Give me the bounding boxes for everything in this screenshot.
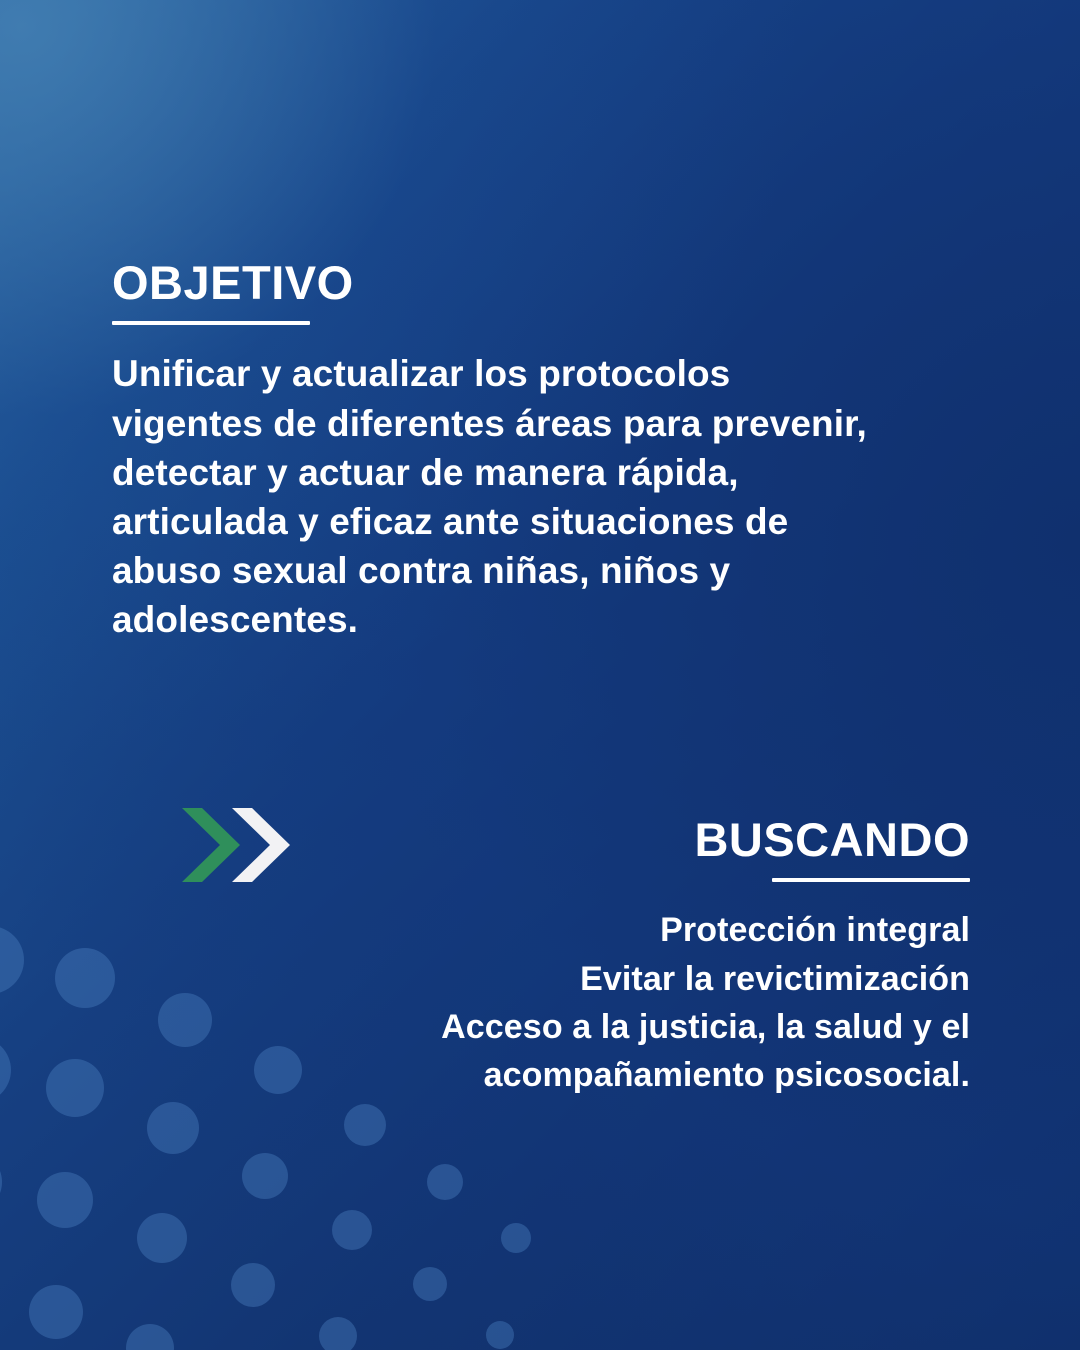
list-item: acompañamiento psicosocial. xyxy=(483,1056,970,1095)
buscando-list xyxy=(270,906,970,1099)
objetivo-underline-rule xyxy=(112,321,310,325)
list-item: Protección integral xyxy=(660,911,970,950)
buscando-section xyxy=(270,815,970,1099)
buscando-underline-rule xyxy=(772,878,970,882)
objetivo-body-text: Unificar y actualizar los protocolos vigentes de diferentes áreas para prevenir, detectar y actuar de manera rápida, articulada y eficaz ante situaciones de abuso sexual contra niñas, niños y adolescentes. xyxy=(112,353,867,641)
list-item: Evitar la revictimización xyxy=(580,959,970,998)
objetivo-heading: OBJETIVO xyxy=(112,256,354,309)
list-item: Acceso a la justicia, la salud y el xyxy=(441,1007,970,1046)
objetivo-section xyxy=(112,258,882,645)
buscando-heading: BUSCANDO xyxy=(694,813,970,866)
